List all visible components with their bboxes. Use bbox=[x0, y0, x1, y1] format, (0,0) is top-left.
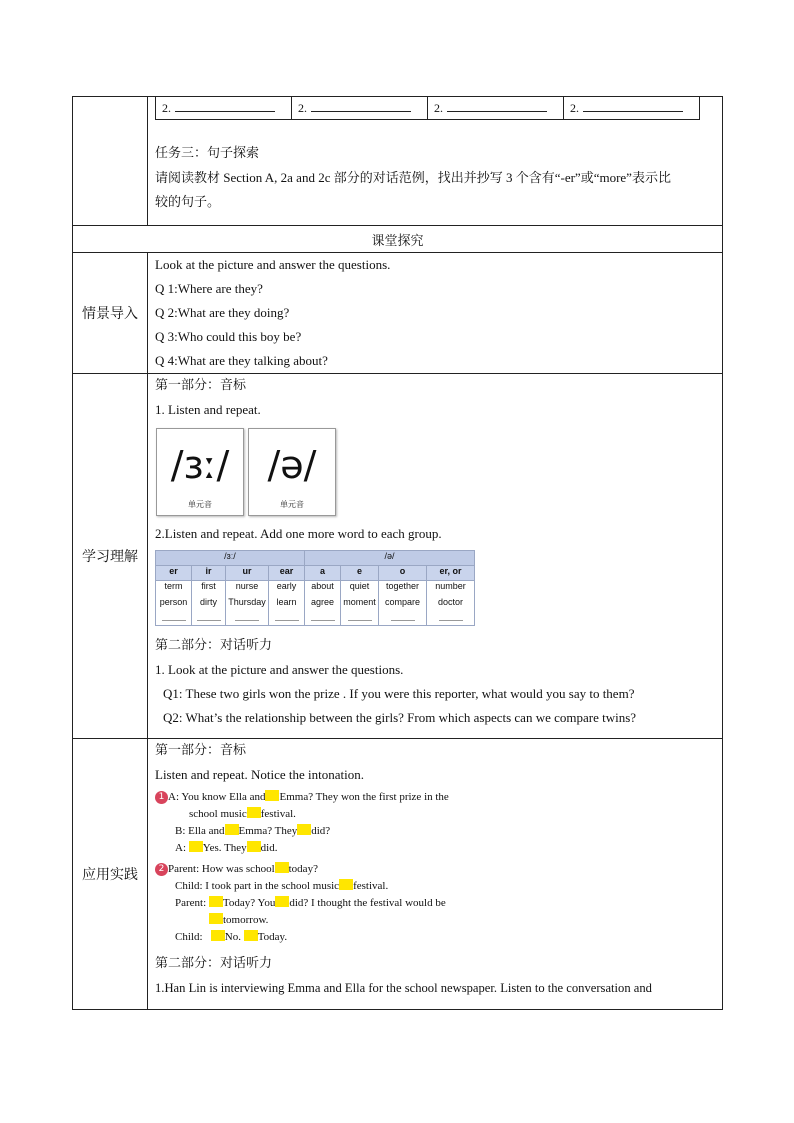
blank-word-cell[interactable] bbox=[226, 613, 269, 626]
dialogue-text: today? bbox=[288, 863, 318, 875]
blank-word-cell[interactable] bbox=[192, 613, 226, 626]
phonetic-symbol: /ɜː/ bbox=[170, 443, 230, 487]
word-cell: together bbox=[379, 581, 427, 598]
dialogue-1 bbox=[155, 789, 715, 946]
intro-cell bbox=[148, 253, 723, 374]
phonetic-symbol: /ə/ bbox=[267, 443, 317, 487]
dialogue-text: Today? You bbox=[222, 897, 276, 909]
apply-cell bbox=[148, 739, 723, 1010]
dialogue-text: did? I thought the festival would be bbox=[289, 897, 446, 909]
task-text: 较的句子。 bbox=[155, 194, 221, 209]
highlight-mark bbox=[275, 862, 289, 873]
dialogue-text: festival. bbox=[260, 808, 296, 820]
word-cell: Thursday bbox=[226, 597, 269, 613]
question: Q 2:What are they doing? bbox=[155, 305, 290, 320]
highlight-mark bbox=[265, 790, 279, 801]
highlight-mark bbox=[339, 879, 353, 890]
highlight-mark bbox=[189, 841, 203, 852]
empty-label-cell bbox=[73, 97, 148, 226]
instruction: 1.Han Lin is interviewing Emma and Ella for the school newspaper. Listen to the conversation and bbox=[155, 981, 652, 995]
section-header: 课堂探究 bbox=[73, 226, 723, 253]
word-cell: number bbox=[427, 581, 475, 598]
question: Q1: These two girls won the prize . If you were this reporter, what would you say to them? bbox=[163, 686, 635, 701]
instruction: Listen and repeat. Notice the intonation. bbox=[155, 767, 365, 782]
blank-item[interactable]: 2. bbox=[156, 97, 291, 119]
dialogue-text: A: bbox=[175, 842, 186, 854]
apply-row bbox=[73, 739, 723, 1010]
blank-word-cell[interactable] bbox=[156, 613, 192, 626]
word-cell: learn bbox=[269, 597, 305, 613]
phonetic-table bbox=[155, 550, 475, 626]
word-cell: about bbox=[305, 581, 341, 598]
learn-cell bbox=[148, 374, 723, 739]
number-badge: 2 bbox=[155, 863, 168, 876]
dialogue-text: festival. bbox=[353, 880, 389, 892]
word-cell: doctor bbox=[427, 597, 475, 613]
dialogue-text: did. bbox=[260, 842, 278, 854]
spelling-header: er, or bbox=[427, 566, 475, 581]
phonetic-card bbox=[156, 428, 244, 516]
part-title: 第一部分：音标 bbox=[155, 378, 247, 393]
answer-blanks bbox=[155, 97, 700, 120]
blank-item[interactable]: 2. bbox=[563, 97, 699, 119]
blank-word-cell[interactable] bbox=[305, 613, 341, 626]
spelling-header: ir bbox=[192, 566, 226, 581]
card-caption: 单元音 bbox=[188, 500, 212, 509]
word-cell: early bbox=[269, 581, 305, 598]
dialogue-text: A: You know Ella and bbox=[168, 791, 266, 803]
number-badge: 1 bbox=[155, 791, 168, 804]
instruction: 1. Listen and repeat. bbox=[155, 402, 261, 417]
learn-row bbox=[73, 374, 723, 739]
highlight-mark bbox=[275, 896, 289, 907]
dialogue-text: Parent: bbox=[175, 897, 207, 909]
section-header-row bbox=[73, 226, 723, 253]
row-label: 情景导入 bbox=[73, 253, 148, 374]
highlight-mark bbox=[209, 896, 223, 907]
word-cell: person bbox=[156, 597, 192, 613]
dialogue-text: No. bbox=[224, 931, 241, 943]
part-title: 第一部分：音标 bbox=[155, 743, 247, 758]
blank-item[interactable]: 2. bbox=[427, 97, 563, 119]
word-cell: term bbox=[156, 581, 192, 598]
intro-row bbox=[73, 253, 723, 374]
highlight-mark bbox=[247, 841, 261, 852]
spelling-header: e bbox=[341, 566, 379, 581]
dialogue-text: Parent: How was school bbox=[168, 863, 275, 875]
part-title: 第二部分：对话听力 bbox=[155, 956, 273, 971]
blank-word-cell[interactable] bbox=[427, 613, 475, 626]
phonetic-card bbox=[248, 428, 336, 516]
row-label: 学习理解 bbox=[73, 374, 148, 739]
spelling-header: a bbox=[305, 566, 341, 581]
highlight-mark bbox=[244, 930, 258, 941]
task-row bbox=[73, 97, 723, 226]
card-caption: 单元音 bbox=[280, 500, 304, 509]
dialogue-text: Child: I took part in the school music bbox=[175, 880, 340, 892]
task-cell bbox=[148, 97, 723, 226]
blank-word-cell[interactable] bbox=[269, 613, 305, 626]
row-label: 应用实践 bbox=[73, 739, 148, 1010]
phonetic-cards bbox=[156, 428, 715, 516]
word-cell: first bbox=[192, 581, 226, 598]
word-cell: agree bbox=[305, 597, 341, 613]
highlight-mark bbox=[225, 824, 239, 835]
word-cell: moment bbox=[341, 597, 379, 613]
question: Q 3:Who could this boy be? bbox=[155, 329, 302, 344]
instruction: 2.Listen and repeat. Add one more word to each group. bbox=[155, 526, 442, 541]
blank-item[interactable]: 2. bbox=[291, 97, 427, 119]
group-header: /ɜː/ bbox=[156, 551, 305, 566]
blank-word-cell[interactable] bbox=[341, 613, 379, 626]
word-cell: compare bbox=[379, 597, 427, 613]
question: Q 1:Where are they? bbox=[155, 281, 263, 296]
task-text: 请阅读教材 Section A, 2a and 2c 部分的对话范例，找出并抄写 3 个含有“-er”或“more”表示比 bbox=[155, 170, 671, 185]
dialogue-text: school music bbox=[189, 808, 247, 820]
spelling-header: er bbox=[156, 566, 192, 581]
dialogue-text: Yes. They bbox=[202, 842, 247, 854]
word-cell: nurse bbox=[226, 581, 269, 598]
highlight-mark bbox=[209, 913, 223, 924]
highlight-mark bbox=[211, 930, 225, 941]
highlight-mark bbox=[297, 824, 311, 835]
highlight-mark bbox=[247, 807, 261, 818]
dialogue-text: Today. bbox=[257, 931, 288, 943]
worksheet-table bbox=[72, 96, 723, 1010]
dialogue-text: Emma? They won the first prize in the bbox=[279, 791, 449, 803]
question: Q2: What’s the relationship between the girls? From which aspects can we compare twins? bbox=[163, 710, 637, 725]
spelling-header: o bbox=[379, 566, 427, 581]
dialogue-text: Emma? They bbox=[238, 825, 298, 837]
dialogue-text: did? bbox=[311, 825, 331, 837]
question: Q 4:What are they talking about? bbox=[155, 353, 328, 368]
instruction: 1. Look at the picture and answer the questions. bbox=[155, 662, 404, 677]
group-header: /ə/ bbox=[305, 551, 475, 566]
dialogue-text: Child: bbox=[175, 931, 203, 943]
word-cell: dirty bbox=[192, 597, 226, 613]
dialogue-text: tomorrow. bbox=[223, 914, 269, 926]
task-title: 任务三：句子探索 bbox=[155, 146, 260, 161]
intro-instruction: Look at the picture and answer the questions. bbox=[155, 257, 391, 272]
part-title: 第二部分：对话听力 bbox=[155, 638, 273, 653]
spelling-header: ur bbox=[226, 566, 269, 581]
blank-word-cell[interactable] bbox=[379, 613, 427, 626]
word-cell: quiet bbox=[341, 581, 379, 598]
spelling-header: ear bbox=[269, 566, 305, 581]
dialogue-text: B: Ella and bbox=[175, 825, 225, 837]
